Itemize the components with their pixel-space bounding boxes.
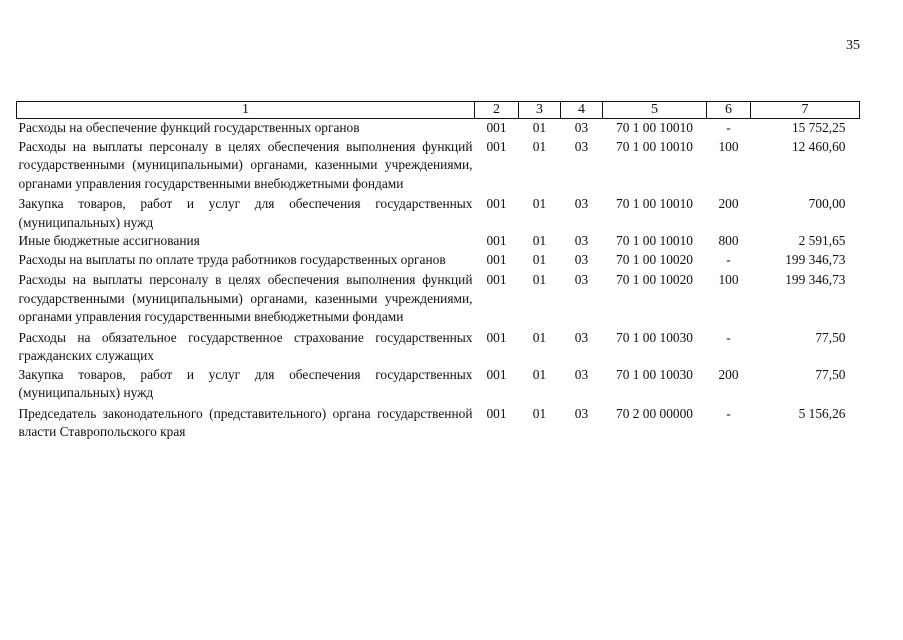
row-code-section: 01 — [532, 329, 547, 345]
row-name: Расходы на обязательное государственное страхование государственных гражданских служащих — [18, 329, 473, 363]
row-code-expense-type: 200 — [718, 366, 739, 382]
row-code-expense-type: 200 — [718, 196, 739, 211]
row-amount: 77,50 — [815, 329, 846, 345]
page-number: 35 — [846, 38, 860, 53]
row-code-expense-type: - — [726, 329, 731, 345]
table-row — [17, 366, 860, 403]
row-code-expense-type: - — [726, 251, 731, 267]
table-row — [17, 327, 860, 366]
row-code-subsection: 03 — [574, 120, 589, 135]
header-col-1: 1 — [17, 102, 475, 119]
row-code-section: 01 — [532, 272, 547, 287]
row-code-subsection: 03 — [574, 196, 589, 211]
table-row — [17, 251, 860, 270]
row-code-section: 01 — [532, 196, 547, 211]
row-name: Расходы на выплаты персоналу в целях обеспечения выполнения функций государственными (муниципальными) органами, казенными учреждениями, органами управления государственными внебюджетными фондами — [18, 272, 473, 324]
header-col-6: 6 — [707, 102, 751, 119]
row-code-expense-type: - — [726, 405, 731, 421]
row-code-ministry: 001 — [486, 405, 507, 421]
header-col-5: 5 — [603, 102, 707, 119]
table-row — [17, 138, 860, 194]
row-code-subsection: 03 — [574, 366, 589, 382]
table-row — [17, 193, 860, 232]
row-code-section: 01 — [532, 251, 547, 267]
row-name: Закупка товаров, работ и услуг для обеспечения государственных (муниципальных) нужд — [18, 196, 473, 230]
row-code-section: 01 — [532, 138, 547, 154]
row-code-expense-type: 100 — [718, 138, 739, 154]
table-header-row — [17, 102, 860, 119]
row-code-target: 70 1 00 10010 — [616, 138, 693, 154]
row-code-subsection: 03 — [574, 233, 589, 248]
row-name: Расходы на выплаты персоналу в целях обеспечения выполнения функций государственными (муниципальными) органами, казенными учреждениями, органами управления государственными внебюджетными фондами — [18, 138, 473, 191]
row-code-section: 01 — [532, 405, 547, 421]
header-col-7: 7 — [751, 102, 860, 119]
row-amount: 199 346,73 — [785, 251, 846, 267]
row-code-target: 70 1 00 10020 — [616, 272, 693, 287]
row-code-subsection: 03 — [574, 138, 589, 154]
header-col-3: 3 — [519, 102, 561, 119]
table-row — [17, 403, 860, 442]
row-code-ministry: 001 — [486, 366, 507, 382]
row-code-expense-type: 800 — [718, 233, 739, 248]
table-row — [17, 269, 860, 327]
row-amount: 199 346,73 — [785, 272, 846, 287]
row-code-ministry: 001 — [486, 138, 507, 154]
row-code-ministry: 001 — [486, 196, 507, 211]
row-amount: 700,00 — [808, 196, 846, 211]
row-code-ministry: 001 — [486, 329, 507, 345]
row-amount: 12 460,60 — [791, 138, 846, 154]
row-code-expense-type: 100 — [718, 272, 739, 287]
row-amount: 15 752,25 — [791, 120, 846, 135]
budget-table — [16, 101, 860, 442]
table-row — [17, 119, 860, 138]
table-row — [17, 232, 860, 251]
row-name: Иные бюджетные ассигнования — [18, 233, 200, 248]
row-code-expense-type: - — [726, 120, 731, 135]
row-code-target: 70 1 00 10010 — [616, 233, 693, 248]
row-amount: 2 591,65 — [798, 233, 846, 248]
row-code-ministry: 001 — [486, 251, 507, 267]
row-code-subsection: 03 — [574, 329, 589, 345]
row-amount: 77,50 — [815, 366, 846, 382]
row-code-target: 70 2 00 00000 — [616, 405, 693, 421]
row-code-ministry: 001 — [486, 233, 507, 248]
header-col-4: 4 — [561, 102, 603, 119]
row-name: Расходы на обеспечение функций государственных органов — [18, 120, 360, 135]
header-col-2: 2 — [475, 102, 519, 119]
row-name: Председатель законодательного (представительного) органа государственной власти Ставропольского края — [18, 405, 473, 439]
row-code-section: 01 — [532, 233, 547, 248]
row-code-target: 70 1 00 10010 — [616, 196, 693, 211]
row-code-section: 01 — [532, 120, 547, 135]
row-code-subsection: 03 — [574, 405, 589, 421]
row-code-target: 70 1 00 10030 — [616, 366, 693, 382]
row-name: Расходы на выплаты по оплате труда работников государственных органов — [18, 251, 446, 267]
row-code-target: 70 1 00 10010 — [616, 120, 693, 135]
row-code-section: 01 — [532, 366, 547, 382]
row-code-ministry: 001 — [486, 272, 507, 287]
row-code-target: 70 1 00 10030 — [616, 329, 693, 345]
row-amount: 5 156,26 — [798, 405, 846, 421]
row-code-subsection: 03 — [574, 272, 589, 287]
row-code-subsection: 03 — [574, 251, 589, 267]
row-code-target: 70 1 00 10020 — [616, 251, 693, 267]
row-code-ministry: 001 — [486, 120, 507, 135]
row-name: Закупка товаров, работ и услуг для обеспечения государственных (муниципальных) нужд — [18, 366, 473, 400]
